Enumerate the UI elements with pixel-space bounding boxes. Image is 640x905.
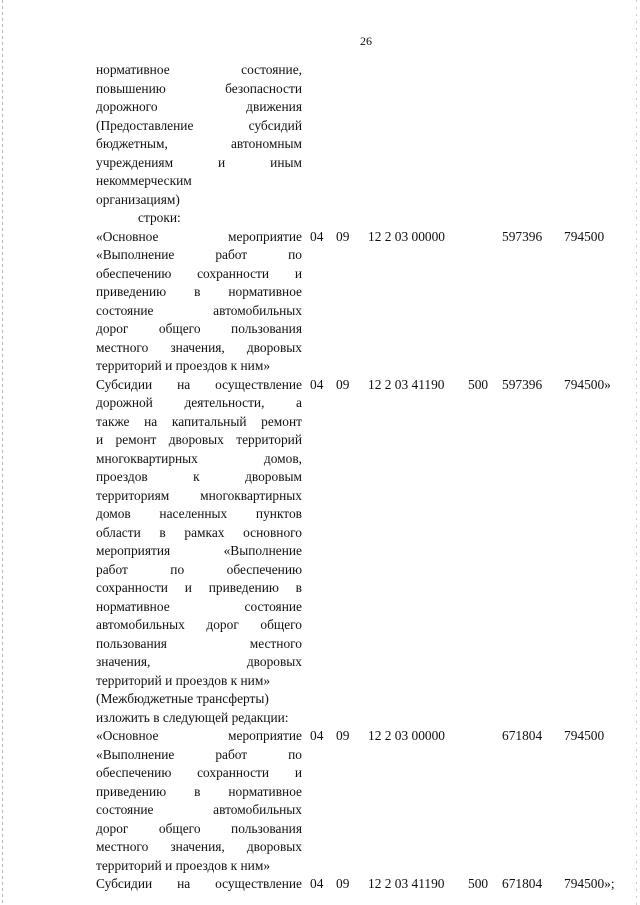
subsection-code: 09 — [336, 228, 350, 244]
text-line: приведению в нормативное — [96, 783, 302, 799]
section-code: 04 — [310, 876, 324, 891]
expense-type: 500 — [468, 876, 489, 891]
target-code: 12 2 03 41190 — [368, 376, 445, 392]
text-line: дорожной деятельности, а — [96, 395, 302, 410]
amount-year2: 794500 — [564, 728, 605, 743]
text-line: (Межбюджетные трансферты) — [96, 691, 269, 706]
text-line: домов населенных пунктов — [96, 506, 302, 521]
text-line: нормативное состояние, — [96, 62, 302, 77]
text-line: также на капитальный ремонт — [96, 413, 302, 429]
row-description — [96, 228, 302, 376]
text-line: территорий и проездов к ним» — [96, 857, 271, 873]
scan-edge-left — [2, 0, 3, 905]
text-line: (Предоставление субсидий — [96, 117, 302, 133]
amount-year1: 597396 — [502, 228, 543, 244]
text-line: приведению в нормативное — [96, 284, 302, 299]
text-line: местного значения, дворовых — [96, 839, 302, 854]
text-line: дорожного движения — [96, 99, 302, 114]
text-line: области в рамках основного — [96, 524, 302, 540]
table-row — [96, 727, 605, 875]
table-row — [96, 376, 611, 709]
amount-year1: 671804 — [502, 876, 543, 891]
text-line: автомобильных дорог общего — [96, 617, 302, 632]
label-lines: строки: — [138, 210, 181, 225]
page-number: 26 — [360, 34, 372, 48]
text-line: состояние автомобильных — [96, 802, 302, 817]
intro-text — [96, 61, 302, 209]
text-line: работ по обеспечению — [96, 561, 302, 577]
table-row — [96, 228, 605, 376]
text-line: территориям многоквартирных — [96, 487, 302, 503]
text-line: обеспечению сохранности и — [96, 765, 302, 780]
text-line: Субсидии на осуществление — [96, 876, 302, 891]
text-line: пользования местного — [96, 635, 302, 651]
text-line: состояние автомобильных — [96, 302, 302, 318]
target-code: 12 2 03 41190 — [368, 876, 445, 891]
amount-year1: 597396 — [502, 376, 543, 392]
text-line: и ремонт дворовых территорий — [96, 432, 302, 447]
text-line: дорог общего пользования — [96, 820, 302, 836]
row-description — [96, 376, 302, 709]
text-line: многоквартирных домов, — [96, 450, 302, 466]
label-edit: изложить в следующей редакции: — [96, 709, 289, 725]
section-code: 04 — [310, 728, 324, 743]
text-line: территорий и проездов к ним» — [96, 672, 271, 688]
text-line: обеспечению сохранности и — [96, 265, 302, 281]
scan-edge-right — [636, 0, 637, 905]
table-row — [96, 875, 615, 894]
section-code: 04 — [310, 228, 324, 244]
document-body — [96, 61, 615, 894]
amount-year2: 794500»; — [564, 876, 615, 891]
row-description — [96, 727, 302, 875]
subsection-code: 09 — [336, 876, 350, 891]
text-line: повышению безопасности — [96, 80, 302, 96]
text-line: «Выполнение работ по — [96, 247, 302, 262]
target-code: 12 2 03 00000 — [368, 728, 445, 743]
section-code: 04 — [310, 376, 324, 392]
subsection-code: 09 — [336, 376, 350, 392]
text-line: «Основное мероприятие — [96, 228, 302, 244]
text-line: дорог общего пользования — [96, 321, 302, 336]
text-line: «Основное мероприятие — [96, 728, 302, 743]
amount-year2: 794500» — [564, 376, 611, 392]
amount-year1: 671804 — [502, 728, 543, 743]
text-line: организациям) — [96, 191, 180, 207]
amount-year2: 794500 — [564, 228, 605, 244]
text-line: «Выполнение работ по — [96, 746, 302, 762]
text-line: нормативное состояние — [96, 598, 302, 614]
text-line: местного значения, дворовых — [96, 339, 302, 355]
text-line: учреждениям и иным — [96, 154, 302, 170]
intro-block — [96, 61, 302, 209]
text-line: Субсидии на осуществление — [96, 376, 302, 392]
text-line: мероприятия «Выполнение — [96, 543, 302, 558]
subsection-code: 09 — [336, 728, 350, 743]
text-line: некоммерческим — [96, 173, 192, 188]
text-line: значения, дворовых — [96, 654, 302, 669]
text-line: бюджетным, автономным — [96, 136, 302, 151]
row-description — [96, 875, 302, 894]
text-line: сохранности и приведению в — [96, 580, 302, 595]
text-line: проездов к дворовым — [96, 469, 302, 484]
expense-type: 500 — [468, 376, 489, 392]
text-line: территорий и проездов к ним» — [96, 358, 271, 373]
target-code: 12 2 03 00000 — [368, 228, 445, 244]
